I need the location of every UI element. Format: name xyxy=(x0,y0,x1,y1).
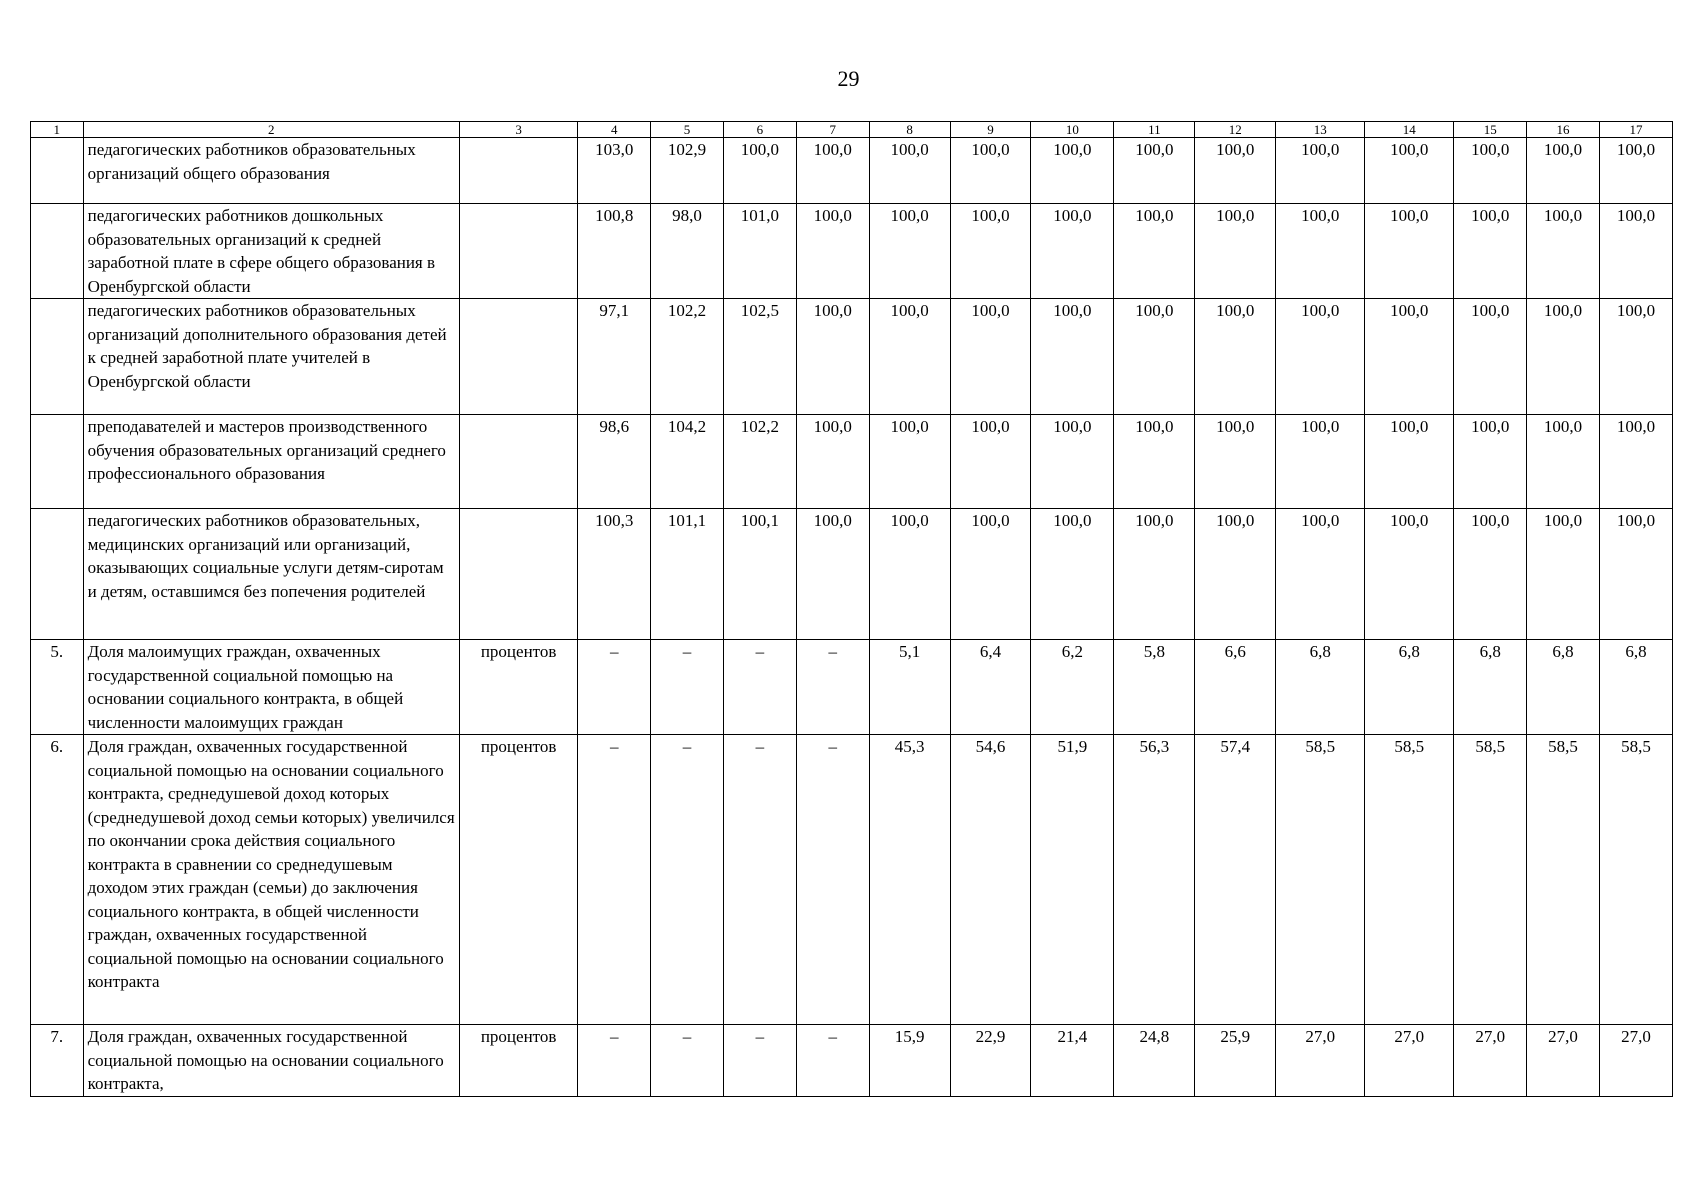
value-cell: 100,0 xyxy=(1031,138,1114,204)
value-cell: 100,8 xyxy=(578,204,651,299)
value-cell: 27,0 xyxy=(1365,1025,1454,1097)
value-cell: 100,0 xyxy=(1365,138,1454,204)
value-cell: 100,0 xyxy=(1599,509,1672,640)
column-number: 7 xyxy=(796,122,869,138)
row-index xyxy=(31,299,84,415)
value-cell: 24,8 xyxy=(1114,1025,1195,1097)
value-cell: 102,2 xyxy=(723,415,796,509)
table-row xyxy=(31,299,1673,415)
unit-cell: процентов xyxy=(459,735,577,1025)
value-cell: 21,4 xyxy=(1031,1025,1114,1097)
table-row xyxy=(31,138,1673,204)
value-cell: 6,8 xyxy=(1454,640,1527,735)
value-cell: 58,5 xyxy=(1599,735,1672,1025)
row-index xyxy=(31,204,84,299)
unit-cell: процентов xyxy=(459,1025,577,1097)
column-number: 5 xyxy=(651,122,724,138)
row-index: 7. xyxy=(31,1025,84,1097)
value-cell: 100,0 xyxy=(1276,138,1365,204)
value-cell: 100,0 xyxy=(1276,509,1365,640)
column-number: 15 xyxy=(1454,122,1527,138)
value-cell: 100,0 xyxy=(1527,415,1600,509)
value-cell: – xyxy=(723,1025,796,1097)
value-cell: – xyxy=(796,735,869,1025)
value-cell: 100,0 xyxy=(1276,299,1365,415)
value-cell: 6,8 xyxy=(1527,640,1600,735)
value-cell: 45,3 xyxy=(869,735,950,1025)
value-cell: 100,0 xyxy=(1454,299,1527,415)
value-cell: 98,6 xyxy=(578,415,651,509)
value-cell: 15,9 xyxy=(869,1025,950,1097)
value-cell: 100,0 xyxy=(869,204,950,299)
value-cell: 100,0 xyxy=(1276,415,1365,509)
column-number: 10 xyxy=(1031,122,1114,138)
value-cell: 100,0 xyxy=(796,415,869,509)
value-cell: 104,2 xyxy=(651,415,724,509)
value-cell: – xyxy=(578,640,651,735)
value-cell: 100,0 xyxy=(950,415,1031,509)
column-number: 14 xyxy=(1365,122,1454,138)
unit-cell xyxy=(459,299,577,415)
value-cell: – xyxy=(651,640,724,735)
table-row xyxy=(31,735,1673,1025)
row-index xyxy=(31,509,84,640)
value-cell: – xyxy=(578,735,651,1025)
indicator-name: педагогических работников образовательных организаций общего образования xyxy=(83,138,459,204)
value-cell: 100,0 xyxy=(1454,509,1527,640)
value-cell: 100,0 xyxy=(869,299,950,415)
value-cell: 100,0 xyxy=(869,138,950,204)
value-cell: 100,0 xyxy=(1365,509,1454,640)
value-cell: 100,0 xyxy=(1599,415,1672,509)
unit-cell xyxy=(459,204,577,299)
indicators-table xyxy=(30,121,1673,1097)
table-row xyxy=(31,1025,1673,1097)
column-number: 1 xyxy=(31,122,84,138)
table-row xyxy=(31,204,1673,299)
column-number: 6 xyxy=(723,122,796,138)
value-cell: 100,0 xyxy=(1031,299,1114,415)
row-index xyxy=(31,415,84,509)
value-cell: 6,2 xyxy=(1031,640,1114,735)
value-cell: 100,0 xyxy=(1195,415,1276,509)
value-cell: 100,0 xyxy=(1114,509,1195,640)
value-cell: 100,0 xyxy=(723,138,796,204)
column-number-row xyxy=(31,122,1673,138)
value-cell: – xyxy=(723,735,796,1025)
value-cell: 58,5 xyxy=(1276,735,1365,1025)
value-cell: 100,0 xyxy=(1454,204,1527,299)
value-cell: 100,0 xyxy=(1114,138,1195,204)
value-cell: 100,0 xyxy=(1599,299,1672,415)
column-number: 9 xyxy=(950,122,1031,138)
column-number: 2 xyxy=(83,122,459,138)
value-cell: 100,0 xyxy=(1114,415,1195,509)
value-cell: 100,0 xyxy=(796,299,869,415)
row-index: 6. xyxy=(31,735,84,1025)
value-cell: 6,8 xyxy=(1599,640,1672,735)
value-cell: 6,4 xyxy=(950,640,1031,735)
value-cell: 57,4 xyxy=(1195,735,1276,1025)
value-cell: 100,0 xyxy=(796,204,869,299)
value-cell: 25,9 xyxy=(1195,1025,1276,1097)
value-cell: 100,3 xyxy=(578,509,651,640)
value-cell: 5,1 xyxy=(869,640,950,735)
value-cell: – xyxy=(723,640,796,735)
value-cell: 54,6 xyxy=(950,735,1031,1025)
indicator-name: преподавателей и мастеров производственного обучения образовательных организаций среднего профессионального образования xyxy=(83,415,459,509)
value-cell: 102,5 xyxy=(723,299,796,415)
value-cell: 100,0 xyxy=(1031,509,1114,640)
value-cell: 100,0 xyxy=(1365,415,1454,509)
column-number: 3 xyxy=(459,122,577,138)
value-cell: 27,0 xyxy=(1276,1025,1365,1097)
unit-cell xyxy=(459,509,577,640)
value-cell: 6,6 xyxy=(1195,640,1276,735)
value-cell: 100,0 xyxy=(1114,204,1195,299)
value-cell: 100,0 xyxy=(1527,204,1600,299)
value-cell: 58,5 xyxy=(1454,735,1527,1025)
value-cell: 58,5 xyxy=(1527,735,1600,1025)
value-cell: 101,1 xyxy=(651,509,724,640)
value-cell: 100,0 xyxy=(1527,138,1600,204)
value-cell: – xyxy=(578,1025,651,1097)
unit-cell: процентов xyxy=(459,640,577,735)
column-number: 17 xyxy=(1599,122,1672,138)
value-cell: 100,0 xyxy=(1454,415,1527,509)
page-number: 29 xyxy=(837,66,860,91)
value-cell: 100,0 xyxy=(869,415,950,509)
value-cell: – xyxy=(651,735,724,1025)
value-cell: 100,0 xyxy=(1031,415,1114,509)
column-number: 4 xyxy=(578,122,651,138)
value-cell: 100,0 xyxy=(950,509,1031,640)
value-cell: 27,0 xyxy=(1599,1025,1672,1097)
value-cell: 100,0 xyxy=(950,204,1031,299)
value-cell: 97,1 xyxy=(578,299,651,415)
value-cell: 100,0 xyxy=(1365,299,1454,415)
table-row xyxy=(31,415,1673,509)
value-cell: 102,2 xyxy=(651,299,724,415)
indicator-name: педагогических работников образовательных организаций дополнительного образования детей к средней заработной плате учителей в Оренбургской области xyxy=(83,299,459,415)
value-cell: 100,0 xyxy=(1031,204,1114,299)
value-cell: 101,0 xyxy=(723,204,796,299)
value-cell: 22,9 xyxy=(950,1025,1031,1097)
column-number: 16 xyxy=(1527,122,1600,138)
indicator-name: Доля граждан, охваченных государственной социальной помощью на основании социального контракта, xyxy=(83,1025,459,1097)
indicator-name: педагогических работников дошкольных образовательных организаций к средней заработной плате в сфере общего образования в Оренбургской области xyxy=(83,204,459,299)
value-cell: 100,0 xyxy=(1527,299,1600,415)
row-index xyxy=(31,138,84,204)
value-cell: 100,0 xyxy=(1365,204,1454,299)
value-cell: – xyxy=(651,1025,724,1097)
value-cell: 100,0 xyxy=(1195,138,1276,204)
value-cell: 6,8 xyxy=(1276,640,1365,735)
value-cell: 5,8 xyxy=(1114,640,1195,735)
value-cell: 100,0 xyxy=(1195,204,1276,299)
value-cell: 100,0 xyxy=(950,138,1031,204)
value-cell: 27,0 xyxy=(1454,1025,1527,1097)
value-cell: 100,0 xyxy=(1114,299,1195,415)
value-cell: 100,0 xyxy=(1195,509,1276,640)
value-cell: 103,0 xyxy=(578,138,651,204)
column-number: 12 xyxy=(1195,122,1276,138)
value-cell: 100,0 xyxy=(1599,204,1672,299)
value-cell: 56,3 xyxy=(1114,735,1195,1025)
unit-cell xyxy=(459,138,577,204)
value-cell: 100,0 xyxy=(1599,138,1672,204)
value-cell: 6,8 xyxy=(1365,640,1454,735)
value-cell: 100,0 xyxy=(796,509,869,640)
column-number: 11 xyxy=(1114,122,1195,138)
row-index: 5. xyxy=(31,640,84,735)
indicator-name: Доля малоимущих граждан, охваченных государственной социальной помощью на основании социального контракта, в общей численности малоимущих граждан xyxy=(83,640,459,735)
value-cell: 102,9 xyxy=(651,138,724,204)
column-number: 13 xyxy=(1276,122,1365,138)
value-cell: 100,0 xyxy=(1195,299,1276,415)
value-cell: 100,0 xyxy=(796,138,869,204)
value-cell: 58,5 xyxy=(1365,735,1454,1025)
value-cell: 100,0 xyxy=(1276,204,1365,299)
value-cell: 100,0 xyxy=(1454,138,1527,204)
value-cell: 100,1 xyxy=(723,509,796,640)
indicator-name: Доля граждан, охваченных государственной социальной помощью на основании социального контракта, среднедушевой доход которых (среднедушевой доход семьи которых) увеличился по окончании срока действия социального контракта в сравнении со среднедушевым доходом этих граждан (семьи) до заключения социального контракта, в общей численности граждан, охваченных государственной социальной помощью на основании социального контракта xyxy=(83,735,459,1025)
value-cell: – xyxy=(796,1025,869,1097)
value-cell: 98,0 xyxy=(651,204,724,299)
value-cell: 27,0 xyxy=(1527,1025,1600,1097)
column-number: 8 xyxy=(869,122,950,138)
value-cell: 100,0 xyxy=(869,509,950,640)
value-cell: 51,9 xyxy=(1031,735,1114,1025)
indicator-name: педагогических работников образовательных, медицинских организаций или организаций, оказывающих социальные услуги детям-сиротам и детям, оставшимся без попечения родителей xyxy=(83,509,459,640)
value-cell: – xyxy=(796,640,869,735)
unit-cell xyxy=(459,415,577,509)
table-row xyxy=(31,509,1673,640)
value-cell: 100,0 xyxy=(950,299,1031,415)
table-row xyxy=(31,640,1673,735)
value-cell: 100,0 xyxy=(1527,509,1600,640)
